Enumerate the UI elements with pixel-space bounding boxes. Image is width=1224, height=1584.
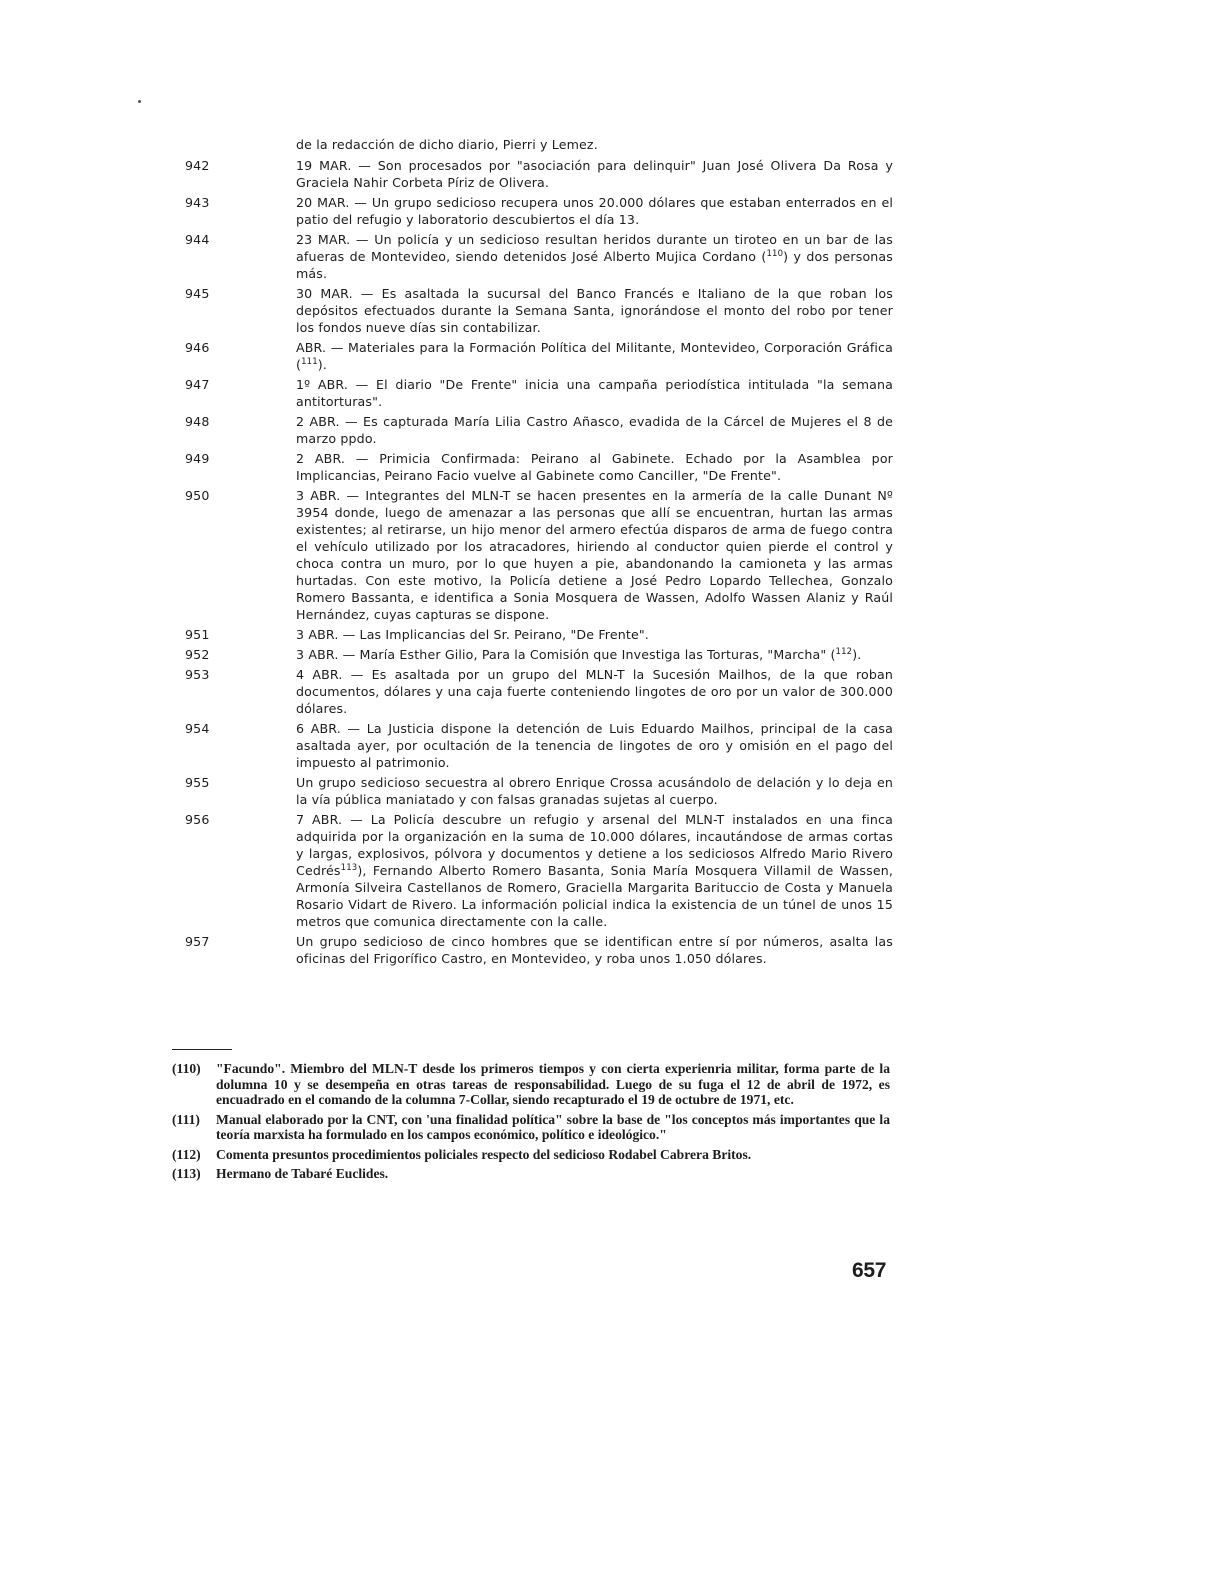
entry-text-main: de la redacción de dicho diario, Pierri y Lemez. xyxy=(296,137,598,152)
entry-text xyxy=(296,626,893,643)
footnote-reference: 111 xyxy=(301,356,318,367)
footnote-reference: 113 xyxy=(340,862,358,873)
entry-number: 948 xyxy=(185,414,210,429)
chronology-entry xyxy=(183,666,893,717)
entry-text xyxy=(296,376,893,410)
entry-text xyxy=(296,157,893,191)
entry-number: 945 xyxy=(185,286,210,301)
entry-number: 942 xyxy=(185,158,210,173)
entry-text xyxy=(296,285,893,336)
footnote xyxy=(172,1112,890,1143)
entry-text-main: 3 ABR. — Integrantes del MLN-T se hacen presentes en la armería de la calle Dunant Nº 3954 donde, luego de amenazar a las personas que allí se encuentran, hurtan las armas existentes; al retirarse, un hijo menor del armero efectúa disparos de arma de fuego contra el vehículo utilizado por los atracadores, hiriendo al conductor quien pierde el control y choca contra un muro, por lo que huyen a pie, abandonando la camioneta y las armas hurtadas. Con este motivo, la Policía detiene a José Pedro Lopardo Tellechea, Gonzalo Romero Bassanta, e identifica a Sonia Mosquera de Wassen, Adolfo Wassen Alaniz y Raúl Hernández, cuyas capturas se dispone. xyxy=(296,488,893,622)
entry-text xyxy=(296,450,893,484)
entry-text xyxy=(296,933,893,967)
entry-text xyxy=(296,774,893,808)
footnote-text: "Facundo". Miembro del MLN-T desde los primeros tiempos y con cierta experienria militar, forma parte de la dolumna 10 y se desempeña en otras tareas de responsabilidad. Luego de su fuga el 12 de abril de 1972, es encuadrado en el comando de la columna 7-Collar, siendo recapturado el 19 de octubre de 1971, etc. xyxy=(216,1061,890,1107)
entry-number: 957 xyxy=(185,934,210,949)
chronology-entry xyxy=(183,285,893,336)
chronology-entry xyxy=(183,339,893,373)
footnote-number: (111) xyxy=(172,1111,200,1127)
entry-text-main: 2 ABR. — Es capturada María Lilia Castro Añasco, evadida de la Cárcel de Mujeres el 8 de marzo ppdo. xyxy=(296,414,893,446)
chronology-entries xyxy=(183,136,893,970)
footnote-text: Hermano de Tabaré Euclides. xyxy=(216,1166,389,1181)
entry-text-main: 30 MAR. — Es asaltada la sucursal del Banco Francés e Italiano de la que roban los depósitos efectuados durante la Semana Santa, ignorándose el monto del robo por tener los fondos nueve días sin contabilizar. xyxy=(296,286,893,335)
entry-number: 956 xyxy=(185,812,210,827)
footnote-number: (110) xyxy=(172,1061,201,1076)
entry-text xyxy=(296,413,893,447)
scan-speck xyxy=(138,100,141,103)
entry-text-main: 7 ABR. — La Policía descubre un refugio y arsenal del MLN-T instalados en una finca adquirida por la organización en la suma de 10.000 dólares, incautándose de armas cortas y largas, explosivos, pólvora y documentos y detiene a los sediciosos Alfredo Mario Rivero Cedrés xyxy=(296,812,893,878)
entry-text xyxy=(296,811,893,930)
chronology-entry xyxy=(183,231,893,282)
chronology-entry xyxy=(183,811,893,930)
footnote-separator xyxy=(172,1049,232,1050)
entry-text-main: 4 ABR. — Es asaltada por un grupo del MLN-T la Sucesión Mailhos, de la que roban documentos, dólares y una caja fuerte conteniendo lingotes de oro por un valor de 300.000 dólares. xyxy=(296,667,893,716)
entry-number: 943 xyxy=(185,195,210,210)
entry-text xyxy=(296,136,893,153)
entry-text-main: 2 ABR. — Primicia Confirmada: Peirano al Gabinete. Echado por la Asamblea por Implicancias, Peirano Facio vuelve al Gabinete como Canciller, "De Frente". xyxy=(296,451,893,483)
footnote-number: (113) xyxy=(172,1166,201,1181)
page-number: 657 xyxy=(852,1259,887,1282)
entry-number: 955 xyxy=(185,775,210,790)
entry-number: 944 xyxy=(185,232,210,247)
chronology-entry xyxy=(183,626,893,643)
entry-number: 946 xyxy=(185,340,210,355)
entry-text xyxy=(296,646,893,663)
entry-number: 954 xyxy=(185,721,210,736)
entry-text-tail: ) y dos personas más. xyxy=(296,249,894,281)
entry-text-tail: ), Fernando Alberto Romero Basanta, Sonia María Mosquera Villamil de Wassen, Armonía Silveira Castellanos de Romero, Graciella Margarita Barituccio de Costa y Manuela Rosario Vidart de Rivero. La información policial indica la existencia de un túnel de unos 15 metros que comunica directamente con la calle. xyxy=(296,863,893,929)
entry-text xyxy=(296,231,893,282)
entry-text-main: 19 MAR. — Son procesados por "asociación para delinquir" Juan José Olivera Da Rosa y Graciela Nahir Corbeta Píriz de Olivera. xyxy=(296,158,893,190)
footnote-reference: 110 xyxy=(766,248,784,259)
chronology-entry xyxy=(183,646,893,663)
entry-number: 947 xyxy=(185,377,210,392)
entry-number: 952 xyxy=(185,647,210,662)
entry-number: 950 xyxy=(185,488,210,503)
entry-text xyxy=(296,720,893,771)
chronology-entry xyxy=(183,774,893,808)
footnote xyxy=(172,1147,890,1163)
footnote-text: Comenta presuntos procedimientos policiales respecto del sedicioso Rodabel Cabrera Britos. xyxy=(216,1146,752,1162)
footnotes xyxy=(172,1061,890,1186)
entry-text xyxy=(296,666,893,717)
chronology-entry xyxy=(183,487,893,623)
entry-text-main: ABR. — Materiales para la Formación Política del Militante, Montevideo, Corporación Gráfica ( xyxy=(296,340,893,372)
entry-text-main: 3 ABR. — Las Implicancias del Sr. Peirano, "De Frente". xyxy=(296,627,649,642)
entry-text-main: 23 MAR. — Un policía y un sedicioso resultan heridos durante un tiroteo en un bar de las afueras de Montevideo, siendo detenidos José Alberto Mujica Cordano ( xyxy=(296,232,893,264)
chronology-entry xyxy=(183,136,893,153)
entry-text-main: 20 MAR. — Un grupo sedicioso recupera unos 20.000 dólares que estaban enterrados en el patio del refugio y laboratorio descubiertos el día 13. xyxy=(296,195,893,227)
chronology-entry xyxy=(183,376,893,410)
footnote-text: Manual elaborado por la CNT, con 'una finalidad política" sobre la base de "los conceptos más importantes que la teoría marxista ha formulado en los campos económico, político e ideológico." xyxy=(216,1111,890,1142)
entry-text xyxy=(296,194,893,228)
entry-number: 953 xyxy=(185,667,210,682)
entry-number: 951 xyxy=(185,627,210,642)
chronology-entry xyxy=(183,413,893,447)
entry-text-tail: ). xyxy=(852,647,862,662)
entry-text-main: Un grupo sedicioso de cinco hombres que se identifican entre sí por números, asalta las oficinas del Frigorífico Castro, en Montevideo, y roba unos 1.050 dólares. xyxy=(296,934,893,966)
entry-number: 949 xyxy=(185,451,210,466)
entry-text-main: 1º ABR. — El diario "De Frente" inicia una campaña periodística intitulada "la semana antitorturas". xyxy=(296,377,893,409)
entry-text-main: Un grupo sedicioso secuestra al obrero Enrique Crossa acusándolo de delación y lo deja en la vía pública maniatado y con falsas granadas sujetas al cuerpo. xyxy=(296,775,893,807)
chronology-entry xyxy=(183,450,893,484)
entry-text xyxy=(296,339,893,373)
entry-text-tail: ). xyxy=(317,357,327,372)
footnote xyxy=(172,1061,890,1108)
entry-text xyxy=(296,487,893,623)
footnote-reference: 112 xyxy=(835,646,853,657)
footnote-number: (112) xyxy=(172,1146,201,1162)
entry-text-main: 3 ABR. — María Esther Gilio, Para la Comisión que Investiga las Torturas, "Marcha" ( xyxy=(296,647,836,662)
chronology-entry xyxy=(183,157,893,191)
chronology-entry xyxy=(183,194,893,228)
footnote xyxy=(172,1166,890,1182)
entry-text-main: 6 ABR. — La Justicia dispone la detención de Luis Eduardo Mailhos, principal de la casa asaltada ayer, por ocultación de la tenencia de lingotes de oro y omisión en el pago del impuesto al patrimonio. xyxy=(296,721,893,770)
chronology-entry xyxy=(183,720,893,771)
chronology-entry xyxy=(183,933,893,967)
